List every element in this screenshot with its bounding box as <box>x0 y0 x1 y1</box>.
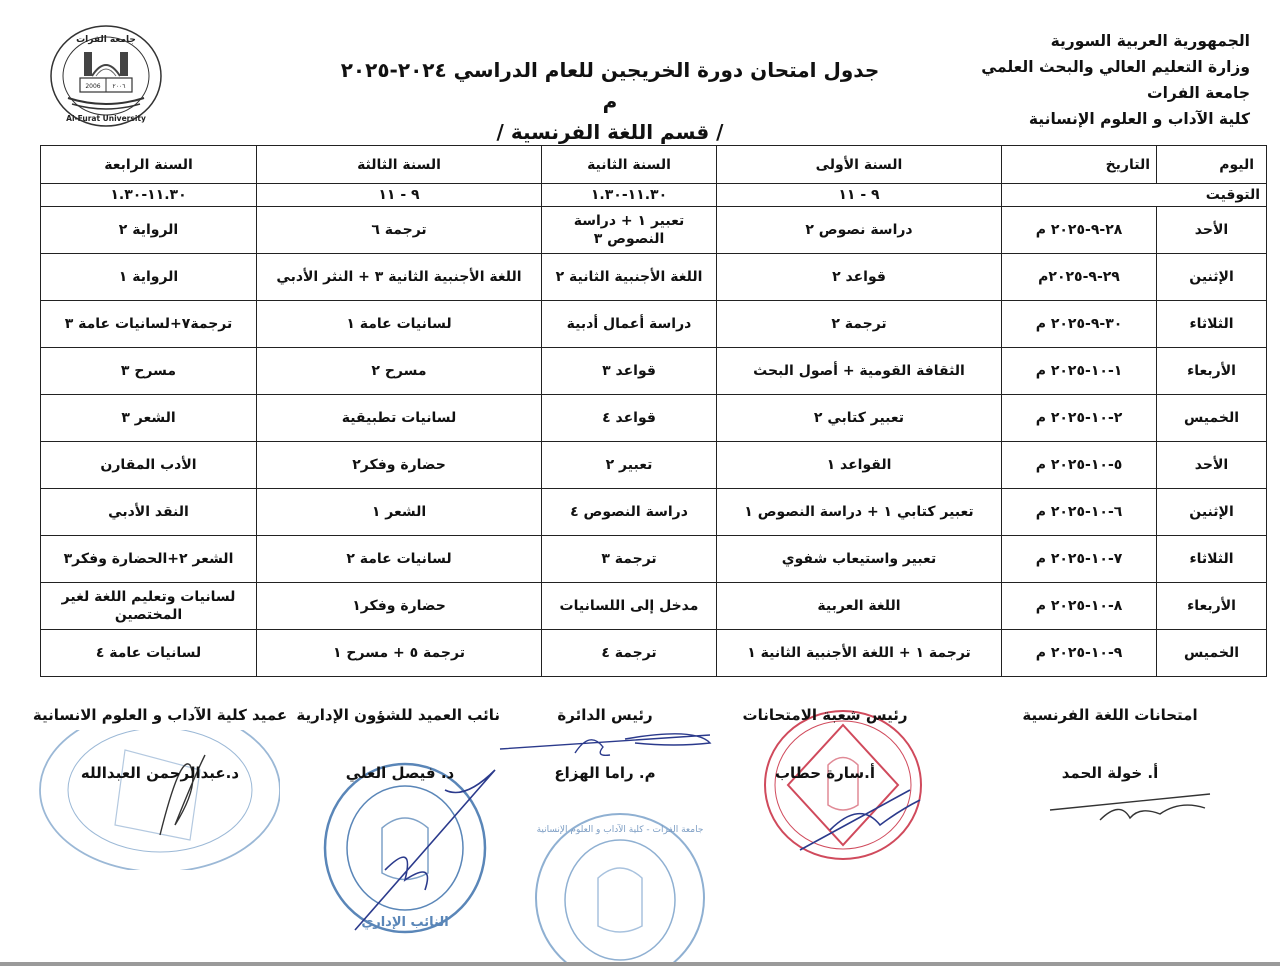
title-line-1: جدول امتحان دورة الخريجين للعام الدراسي ٢٠٢٤-٢٠٢٥ م <box>340 58 880 113</box>
year4-cell: الأدب المقارن <box>41 442 257 489</box>
year1-cell: قواعد ٢ <box>717 254 1002 301</box>
header-date: التاريخ <box>1002 146 1157 184</box>
day-cell: الخميس <box>1157 630 1267 677</box>
day-cell: الخميس <box>1157 395 1267 442</box>
timing-label: التوقيت <box>1002 184 1267 207</box>
day-cell: الأربعاء <box>1157 348 1267 395</box>
year4-cell: مسرح ٣ <box>41 348 257 395</box>
header-year1: السنة الأولى <box>717 146 1002 184</box>
date-cell: ٢-١٠-٢٠٢٥ م <box>1002 395 1157 442</box>
date-cell: ٢٩-٩-٢٠٢٥م <box>1002 254 1157 301</box>
day-cell: الأربعاء <box>1157 583 1267 630</box>
year2-cell: تعبير ١ + دراسة النصوص ٣ <box>542 207 717 254</box>
year1-cell: تعبير كتابي ٢ <box>717 395 1002 442</box>
year4-cell: لسانيات وتعليم اللغة لغير المختصين <box>41 583 257 630</box>
year3-cell: الشعر ١ <box>257 489 542 536</box>
table-row <box>41 489 1267 536</box>
header-row <box>41 146 1267 184</box>
year3-cell: ترجمة ٦ <box>257 207 542 254</box>
year2-cell: قواعد ٣ <box>542 348 717 395</box>
timing-year1: ٩ - ١١ <box>717 184 1002 207</box>
signature-name: د.عبدالرحمن العبدالله <box>80 764 240 782</box>
signature-title: رئيس الدائرة <box>557 706 653 724</box>
day-cell: الأحد <box>1157 207 1267 254</box>
year1-cell: ترجمة ٢ <box>717 301 1002 348</box>
year1-cell: دراسة نصوص ٢ <box>717 207 1002 254</box>
day-cell: الإثنين <box>1157 254 1267 301</box>
signature-faisal-icon <box>345 760 505 940</box>
header-year2: السنة الثانية <box>542 146 717 184</box>
gov-line-university: جامعة الفرات <box>1147 84 1250 102</box>
signature-block-dean <box>30 706 290 782</box>
day-cell: الثلاثاء <box>1157 301 1267 348</box>
year3-cell: حضارة وفكر١ <box>257 583 542 630</box>
signature-sara-icon <box>790 770 930 860</box>
gov-line-republic: الجمهورية العربية السورية <box>1050 32 1250 50</box>
logo-english-text: Al-Furat University <box>66 114 146 123</box>
university-logo-icon <box>48 24 164 128</box>
year3-cell: ترجمة ٥ + مسرح ١ <box>257 630 542 677</box>
year2-cell: ترجمة ٣ <box>542 536 717 583</box>
title-line-2: / قسم اللغة الفرنسية / <box>496 120 724 144</box>
year4-cell: الرواية ١ <box>41 254 257 301</box>
year2-cell: دراسة النصوص ٤ <box>542 489 717 536</box>
stamp-blue-faculty-icon <box>530 808 710 966</box>
gov-line-faculty: كلية الآداب و العلوم الإنسانية <box>1028 110 1250 128</box>
year3-cell: لسانيات عامة ١ <box>257 301 542 348</box>
year4-cell: النقد الأدبي <box>41 489 257 536</box>
year2-cell: مدخل إلى اللسانيات <box>542 583 717 630</box>
year3-cell: مسرح ٢ <box>257 348 542 395</box>
year4-cell: الشعر ٣ <box>41 395 257 442</box>
date-cell: ٨-١٠-٢٠٢٥ م <box>1002 583 1157 630</box>
year1-cell: ترجمة ١ + اللغة الأجنبية الثانية ١ <box>717 630 1002 677</box>
signature-block-exams-head <box>725 706 925 782</box>
signature-title: عميد كلية الآداب و العلوم الانسانية <box>32 706 288 724</box>
year1-cell: تعبير كتابي ١ + دراسة النصوص ١ <box>717 489 1002 536</box>
day-cell: الإثنين <box>1157 489 1267 536</box>
signature-name: أ.سارة حطاب <box>774 764 876 782</box>
year1-cell: اللغة العربية <box>717 583 1002 630</box>
year2-cell: ترجمة ٤ <box>542 630 717 677</box>
signature-name: م. راما الهزاع <box>554 764 656 782</box>
signature-khawla-icon <box>1040 780 1220 830</box>
year2-cell: اللغة الأجنبية الثانية ٢ <box>542 254 717 301</box>
signature-title: رئيس شعبة الامتحانات <box>742 706 908 724</box>
date-cell: ٥-١٠-٢٠٢٥ م <box>1002 442 1157 489</box>
table-row <box>41 301 1267 348</box>
page-bottom-edge <box>0 962 1280 966</box>
table-row <box>41 630 1267 677</box>
signature-block-vice-dean <box>296 706 500 782</box>
date-cell: ٢٨-٩-٢٠٢٥ م <box>1002 207 1157 254</box>
table-row <box>41 254 1267 301</box>
date-cell: ٦-١٠-٢٠٢٥ م <box>1002 489 1157 536</box>
day-cell: الثلاثاء <box>1157 536 1267 583</box>
gov-line-ministry: وزارة التعليم العالي والبحث العلمي <box>981 58 1250 76</box>
year1-cell: القواعد ١ <box>717 442 1002 489</box>
signature-block-french-exams <box>1010 706 1210 782</box>
year1-cell: الثقافة القومية + أصول البحث <box>717 348 1002 395</box>
table-row <box>41 207 1267 254</box>
admin-stamp-text: النائب الإداري <box>361 915 449 930</box>
logo-year-left: 2006 <box>85 83 101 90</box>
signature-block-department-head <box>525 706 685 782</box>
year4-cell: الشعر ٢+الحضارة وفكر٣ <box>41 536 257 583</box>
table-row <box>41 442 1267 489</box>
header-day: اليوم <box>1157 146 1267 184</box>
timing-year3: ٩ - ١١ <box>257 184 542 207</box>
date-cell: ٣٠-٩-٢٠٢٥ م <box>1002 301 1157 348</box>
logo-year-right: ٢٠٠٦ <box>112 83 126 90</box>
timing-year4: ١١.٣٠-١.٣٠ <box>41 184 257 207</box>
date-cell: ١-١٠-٢٠٢٥ م <box>1002 348 1157 395</box>
exam-schedule-table <box>40 145 1267 677</box>
table-row <box>41 348 1267 395</box>
year2-cell: قواعد ٤ <box>542 395 717 442</box>
year3-cell: اللغة الأجنبية الثانية ٣ + النثر الأدبي <box>257 254 542 301</box>
year4-cell: ترجمة٧+لسانيات عامة ٣ <box>41 301 257 348</box>
year3-cell: لسانيات تطبيقية <box>257 395 542 442</box>
year2-cell: دراسة أعمال أدبية <box>542 301 717 348</box>
year3-cell: حضارة وفكر٢ <box>257 442 542 489</box>
date-cell: ٧-١٠-٢٠٢٥ م <box>1002 536 1157 583</box>
year1-cell: تعبير واستيعاب شفوي <box>717 536 1002 583</box>
government-header <box>981 28 1250 132</box>
signature-name: أ. خولة الحمد <box>1061 764 1159 782</box>
table-row <box>41 536 1267 583</box>
faculty-stamp-text: جامعة الفرات - كلية الآداب و العلوم الإنسانية <box>536 825 704 835</box>
year4-cell: لسانيات عامة ٤ <box>41 630 257 677</box>
year2-cell: تعبير ٢ <box>542 442 717 489</box>
logo-arabic-text: جامعة الفرات <box>76 35 136 45</box>
date-cell: ٩-١٠-٢٠٢٥ م <box>1002 630 1157 677</box>
table-row <box>41 583 1267 630</box>
signature-name: د. فيصل العلي <box>345 764 455 782</box>
day-cell: الأحد <box>1157 442 1267 489</box>
header-year4: السنة الرابعة <box>41 146 257 184</box>
signature-title: نائب العميد للشؤون الإدارية <box>296 706 500 724</box>
table-row <box>41 395 1267 442</box>
year4-cell: الرواية ٢ <box>41 207 257 254</box>
timing-row <box>41 184 1267 207</box>
timing-year2: ١١.٣٠-١.٣٠ <box>542 184 717 207</box>
signature-title: امتحانات اللغة الفرنسية <box>1022 706 1198 724</box>
header-year3: السنة الثالثة <box>257 146 542 184</box>
document-title <box>330 55 890 148</box>
year3-cell: لسانيات عامة ٢ <box>257 536 542 583</box>
